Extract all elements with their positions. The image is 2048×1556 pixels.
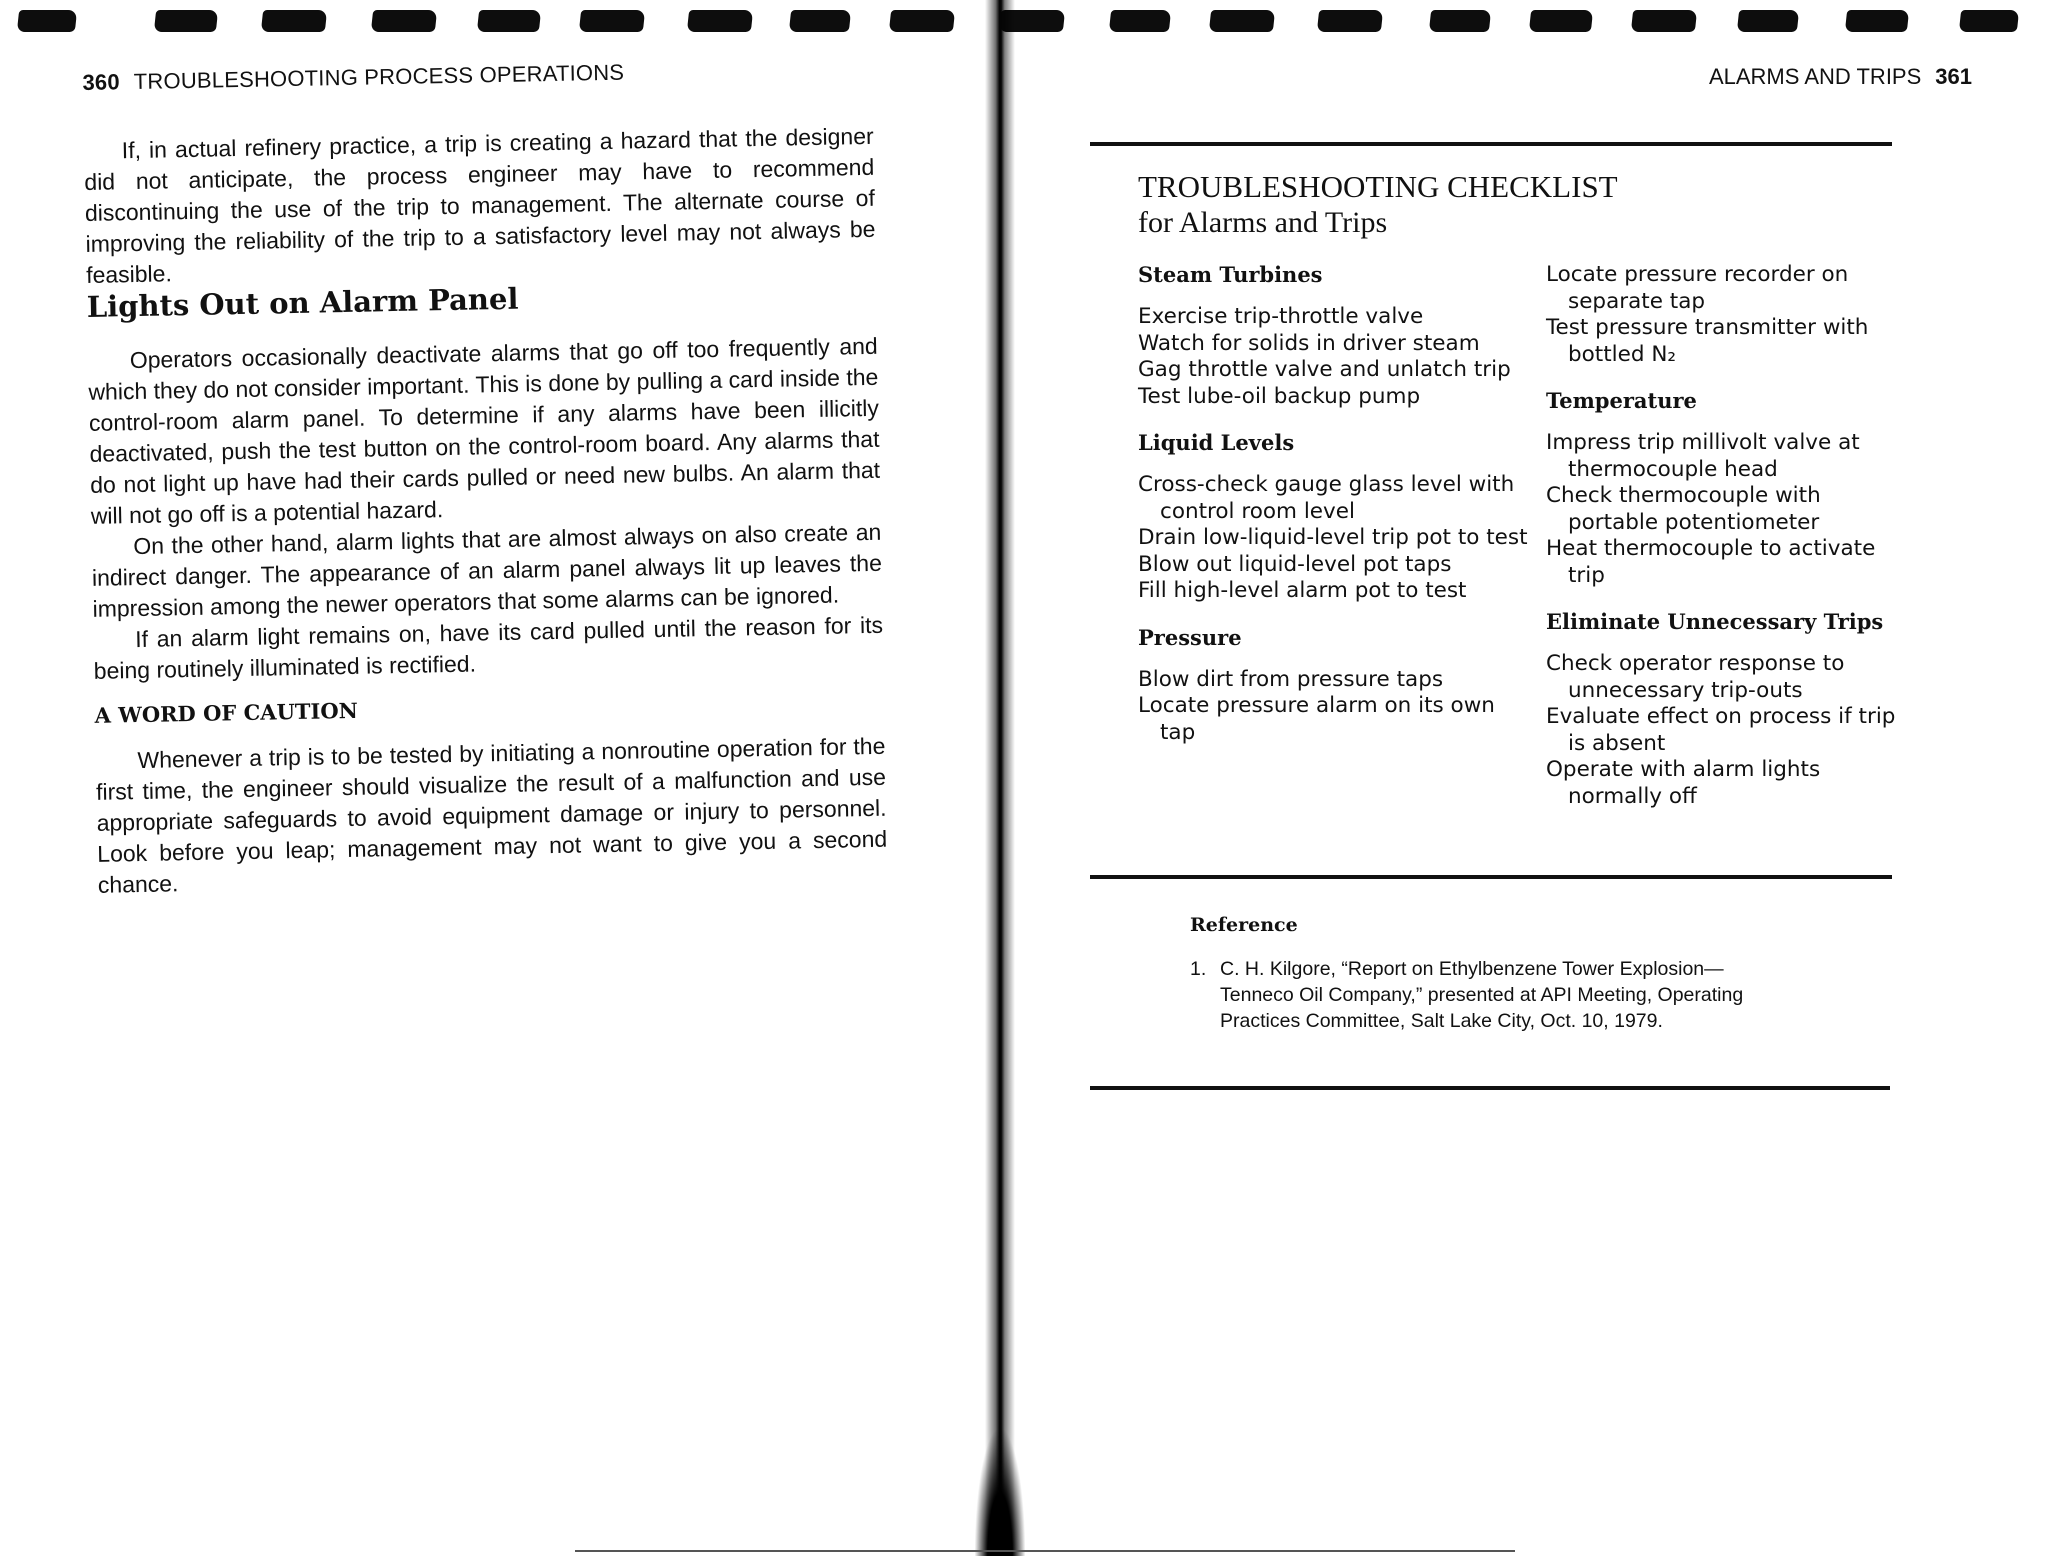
binding-hole	[1209, 10, 1275, 32]
checklist-title: TROUBLESHOOTING CHECKLIST	[1138, 169, 1618, 204]
caution-paragraph: Whenever a trip is to be tested by initiating a nonroutine operation for the first time, the engineer should visualize the result of a malfunction and use appropriate safeguards to avoid equipment damage or injury to personnel. Look before you leap; management may not want to give you a second chance.	[95, 732, 888, 898]
binding-hole	[1631, 10, 1697, 32]
binding-hole	[371, 10, 437, 32]
section-body-lights-out	[88, 331, 884, 687]
binding-hole	[261, 10, 327, 32]
checklist-column-left	[1138, 262, 1528, 766]
checklist-item-list	[1138, 304, 1528, 410]
checklist-top-rule	[1090, 142, 1892, 146]
checklist-item: Check thermocouple with portable potentiometer	[1546, 483, 1821, 535]
paragraph: On the other hand, alarm lights that are almost always on also create an indirect danger. The appearance of an alarm panel always lit up leaves the impression among the newer operators that some alarms can be ignored.	[91, 518, 883, 622]
page-bottom-edge	[575, 1550, 1515, 1552]
book-gutter-shadow	[975, 1430, 1025, 1556]
checklist-item-list	[1546, 262, 1906, 368]
checklist-item: Impress trip millivolt valve at thermocouple head	[1546, 430, 1860, 482]
checklist-item: Locate pressure alarm on its own tap	[1138, 693, 1495, 745]
binding-hole	[17, 10, 77, 32]
binding-hole	[477, 10, 541, 32]
checklist-item: Evaluate effect on process if trip is absent	[1546, 704, 1896, 756]
binding-hole	[889, 10, 955, 32]
checklist-item: Check operator response to unnecessary trip-outs	[1546, 651, 1845, 703]
left-page	[82, 43, 909, 1458]
checklist-item: Exercise trip-throttle valve	[1138, 304, 1424, 329]
book-gutter	[985, 0, 1015, 1556]
checklist-item: Blow out liquid-level pot taps	[1138, 551, 1452, 577]
right-running-head	[1709, 64, 1972, 90]
intro-paragraph: If, in actual refinery practice, a trip is creating a hazard that the designer did not anticipate, the process engineer may have to recommend discontinuing the use of the trip to management. The alternate course of improving the reliability of the trip to a satisfactory level may not always be feasible.	[84, 122, 876, 288]
checklist-item: Fill high-level alarm pot to test	[1138, 578, 1467, 603]
checklist-item: Test lube-oil backup pump	[1138, 383, 1421, 409]
checklist-column-right	[1546, 262, 1906, 830]
checklist-item: Locate pressure recorder on separate tap	[1546, 262, 1849, 314]
checklist-section-heading: Pressure	[1138, 624, 1242, 650]
reference-bottom-rule	[1090, 1086, 1890, 1090]
binding-holes	[0, 0, 2048, 40]
checklist-item: Watch for solids in driver steam	[1138, 330, 1480, 356]
reference-number: 1.	[1190, 958, 1207, 980]
right-page	[1090, 40, 1990, 1440]
section-heading-lights-out: Lights Out on Alarm Panel	[86, 281, 519, 324]
left-running-head-title: TROUBLESHOOTING PROCESS OPERATIONS	[133, 59, 625, 95]
checklist-item: Blow dirt from pressure taps	[1138, 666, 1444, 692]
checklist-item-list	[1138, 667, 1528, 747]
checklist-item: Gag throttle valve and unlatch trip	[1138, 357, 1511, 382]
binding-hole	[1529, 10, 1593, 32]
reference-text: C. H. Kilgore, “Report on Ethylbenzene Tower Explosion—Tenneco Oil Company,” presented at API Meeting, Operating Practices Committee, Salt Lake City, Oct. 10, 1979.	[1220, 958, 1744, 1032]
binding-hole	[1959, 10, 2019, 32]
right-running-head-title: ALARMS AND TRIPS	[1708, 64, 1922, 89]
binding-hole	[154, 10, 218, 32]
checklist-section-heading: Temperature	[1546, 388, 1697, 413]
checklist-bottom-rule	[1090, 875, 1892, 879]
binding-hole	[1109, 10, 1171, 32]
reference-entry	[1190, 956, 1790, 1034]
checklist-item: Heat thermocouple to activate trip	[1546, 536, 1876, 588]
binding-hole	[687, 10, 753, 32]
reference-heading: Reference	[1190, 914, 1298, 936]
paragraph: If an alarm light remains on, have its card pulled until the reason for its being routinely illuminated is rectified.	[93, 611, 884, 684]
checklist-item: Cross-check gauge glass level with control room level	[1138, 472, 1515, 524]
checklist-item-list	[1546, 430, 1906, 589]
binding-hole	[789, 10, 851, 32]
binding-hole	[1737, 10, 1799, 32]
section-heading-caution: A WORD OF CAUTION	[94, 697, 359, 728]
checklist-section-heading: Eliminate Unnecessary Trips	[1546, 609, 1884, 634]
left-running-head	[82, 60, 624, 96]
binding-hole	[1429, 10, 1491, 32]
checklist-section-heading: Liquid Levels	[1138, 430, 1295, 455]
checklist-item: Test pressure transmitter with bottled N₂	[1546, 315, 1869, 367]
checklist-item-list	[1546, 651, 1906, 810]
checklist-item: Operate with alarm lights normally off	[1546, 757, 1821, 809]
binding-hole	[1317, 10, 1383, 32]
right-page-number: 361	[1935, 64, 1972, 89]
binding-hole	[579, 10, 645, 32]
checklist-item-list	[1138, 472, 1528, 605]
reference-list	[1190, 956, 1790, 1034]
left-page-number: 360	[82, 69, 121, 95]
binding-hole	[1845, 10, 1909, 32]
checklist-section-heading: Steam Turbines	[1138, 262, 1323, 287]
paragraph: Operators occasionally deactivate alarms that go off too frequently and which they do not consider important. This is done by pulling a card inside the control-room alarm panel. To determine if any alarms have been illicitly deactivated, push the test button on the control-room board. Any alarms that do not light up have had their cards pulled or need new bulbs. An alarm that will not go off is a potential hazard.	[88, 332, 881, 529]
checklist-subtitle: for Alarms and Trips	[1138, 206, 1388, 239]
checklist-item: Drain low-liquid-level trip pot to test	[1138, 525, 1528, 550]
